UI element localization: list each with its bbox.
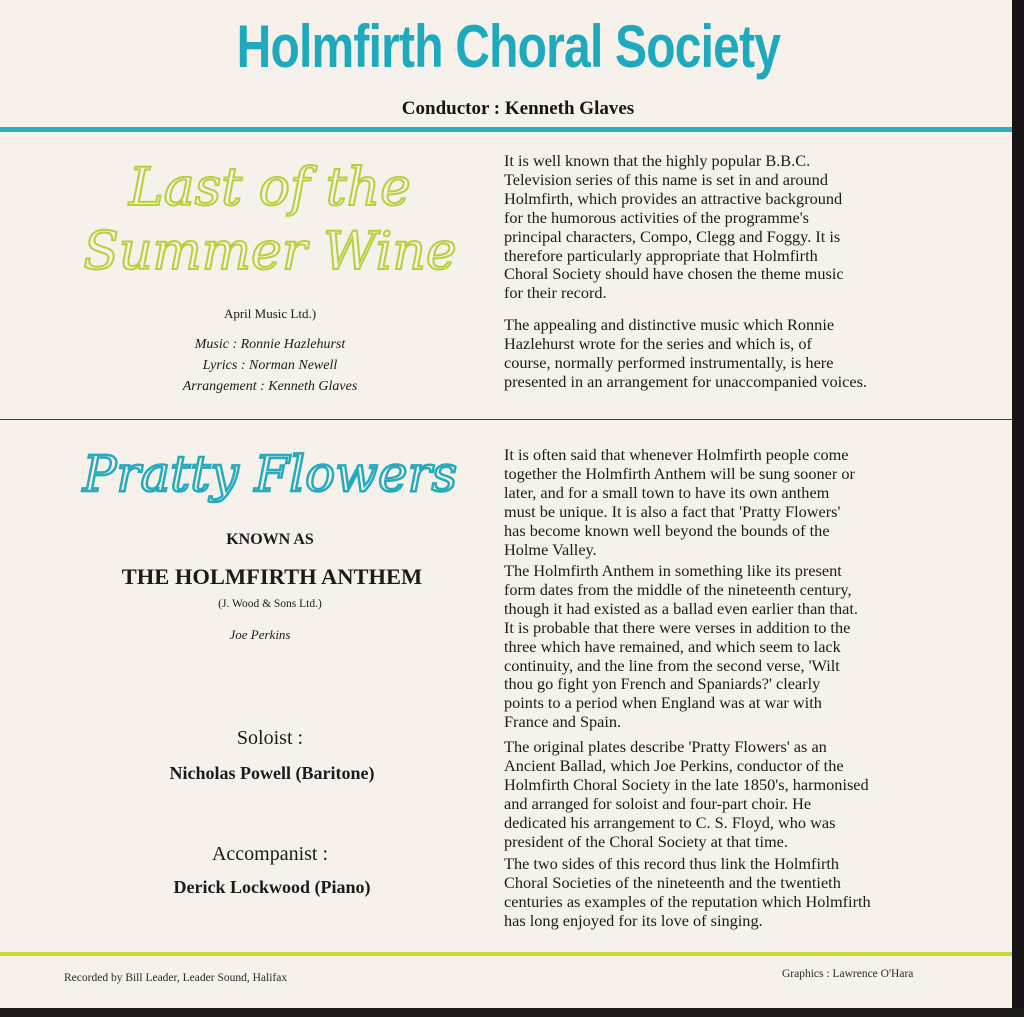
header-divider — [0, 127, 1012, 132]
section-divider — [0, 419, 1012, 420]
accompanist-label: Accompanist : — [211, 843, 329, 865]
song1-credit-music: Music : Ronnie Hazlehurst — [194, 337, 346, 352]
soloist-label: Soloist : — [236, 727, 304, 749]
song2-title: Pratty Flowers — [82, 445, 458, 503]
song1-credit-lyrics: Lyrics : Norman Newell — [202, 358, 338, 373]
song1-paragraph-2: The appealing and distinctive music which Ronnie Hazlehurst wrote for the series and which is, of course, normally performed instrumentally, is here presented in an arrangement for unaccompanied voices. — [504, 315, 868, 391]
page-title: Holmfirth Choral Society — [236, 13, 781, 80]
soloist-name: Nicholas Powell (Baritone) — [169, 763, 375, 783]
song1-publisher: April Music Ltd.) — [223, 306, 317, 321]
graphics-credit: Graphics : Lawrence O'Hara — [782, 968, 914, 980]
accompanist-name: Derick Lockwood (Piano) — [173, 877, 371, 897]
song2-composer: Joe Perkins — [229, 627, 291, 642]
conductor-line: Conductor : Kenneth Glaves — [401, 98, 635, 119]
recorded-by-credit: Recorded by Bill Leader, Leader Sound, Halifax — [64, 972, 288, 984]
song2-publisher: (J. Wood & Sons Ltd.) — [218, 598, 322, 610]
song2-paragraph-3: The original plates describe 'Pratty Flowers' as an Ancient Ballad, which Joe Perkins, conductor of the Holmfirth Choral Society in the late 1850's, harmonised and arranged for soloist and four-part choir. He dedicated his arrangement to C. S. Floyd, who was president of the Choral Society at that time. — [504, 737, 869, 851]
song1-title-line1: Last of the — [129, 158, 411, 218]
song1-title-line2: Summer Wine — [83, 222, 457, 282]
song2-paragraph-2: The Holmfirth Anthem in something like its present form dates from the middle of the nineteenth century, though it had existed as a ballad even earlier than that. It is probable that there were verses in addition to the three which have remained, and which seem to lack continuity, and the line from the second verse, 'Wilt thou go fight yon French and Spaniards?' clearly points to a period when England was at war with France and Spain. — [504, 561, 858, 732]
song2-known-as: KNOWN AS — [226, 531, 314, 548]
footer-divider — [0, 952, 1012, 956]
song2-paragraph-4: The two sides of this record thus link the Holmfirth Choral Societies of the nineteenth and the twentieth centuries as examples of the reputation which Holmfirth has long enjoyed for its love of singing. — [504, 854, 871, 930]
sleeve-right-edge — [1012, 0, 1024, 1017]
song1-credit-arrangement: Arrangement : Kenneth Glaves — [182, 379, 358, 394]
song2-paragraph-1: It is often said that whenever Holmfirth people come together the Holmfirth Anthem will be sung sooner or later, and for a small town to have its own anthem must be unique. It is also a fact that 'Pratty Flowers' has become known well beyond the bounds of the Holme Valley. — [504, 445, 855, 559]
song2-anthem-title: THE HOLMFIRTH ANTHEM — [121, 564, 423, 589]
sleeve-bottom-edge — [0, 1008, 1024, 1017]
song1-paragraph-1: It is well known that the highly popular B.B.C. Television series of this name is set in and around Holmfirth, which provides an attractive background for the humorous activities of the programme's principal characters, Compo, Clegg and Foggy. It is therefore particularly appropriate that Holmfirth Choral Society should have chosen the theme music for their record. — [504, 151, 844, 303]
